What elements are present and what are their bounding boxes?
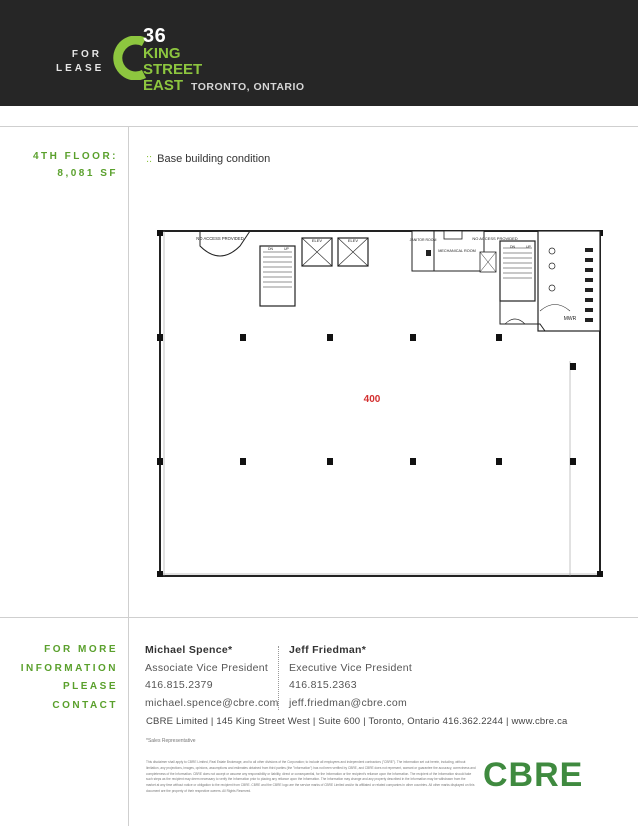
more-info-line4: CONTACT — [52, 699, 118, 711]
contact-card-1 — [145, 642, 279, 712]
floor-plan — [150, 226, 610, 581]
contact-name: Michael Spence* — [145, 644, 233, 656]
contact-phone[interactable]: 416.815.2363 — [289, 679, 357, 691]
contact-email[interactable]: jeff.friedman@cbre.com — [289, 696, 408, 709]
label-up-left: UP — [284, 247, 289, 251]
divider-vertical — [128, 127, 129, 617]
floor-title-line1: 4TH FLOOR: — [33, 151, 118, 162]
suite-label: 400 — [363, 394, 381, 405]
legal-disclaimer: This disclaimer shall apply to CBRE Limited, Real Estate Brokerage, and to all other divisions of the Corporation; to include all employees and independent contractors ("CBRE"). The information set out herein, including, without limitation, any projections, images, opinions, assumptions and estimates obtained from third parties (the "Information") has not been verified by CBRE, and CBRE does not represent, warrant or guarantee the accuracy, correctness and completeness of the Information. CBRE does not accept or assume any responsibility or liability, direct or consequential, for the Information or the recipient's reliance upon the Information. The recipient of the Information should take such steps as the recipient may deem necessary to verify the Information prior to placing any reliance upon the Information. The Information may change and any property described in the Information may be withdrawn from the market at any time without notice or obligation to the recipient from CBRE. CBRE and the CBRE logo are the service marks of CBRE Limited and/or its affiliated or related companies in other countries. All other marks displayed on this document are the property of their respective owners. All Rights Reserved. — [146, 760, 476, 793]
contact-email[interactable]: michael.spence@cbre.com — [145, 696, 279, 709]
street-line3: EAST — [143, 77, 184, 94]
more-info-line2: INFORMATION — [20, 662, 118, 674]
label-dn-left: DN — [268, 247, 274, 251]
more-info-line1: FOR MORE — [44, 644, 118, 655]
sales-rep-note: *Sales Representative — [146, 738, 196, 744]
condition-text: Base building condition — [157, 153, 271, 165]
contact-card-2 — [289, 642, 412, 712]
label-elev-1: ELEV — [311, 238, 323, 243]
floor-title — [20, 148, 118, 182]
floor-area: 8,081 SF — [57, 168, 118, 179]
label-dn-right: DN — [510, 245, 516, 249]
property-number: 36 — [143, 25, 167, 47]
for-lease-line2: LEASE — [56, 63, 105, 74]
contact-name: Jeff Friedman* — [289, 644, 367, 656]
city-label: TORONTO, ONTARIO — [191, 81, 305, 93]
street-line2: STREET — [143, 61, 203, 78]
office-address: CBRE Limited | 145 King Street West | Suite 600 | Toronto, Ontario 416.362.2244 | www.cbre.ca — [146, 716, 568, 727]
label-no-access-right: NO ACCESS PROVIDED — [472, 236, 518, 241]
divider-bottom — [0, 617, 638, 618]
condition-note — [146, 153, 270, 165]
contact-divider — [278, 646, 279, 710]
contact-phone[interactable]: 416.815.2379 — [145, 679, 213, 691]
for-lease-label — [56, 48, 105, 76]
for-lease-line1: FOR — [71, 49, 102, 60]
property-title — [143, 26, 305, 94]
label-up-right: UP — [526, 245, 531, 249]
label-mechanical: MECHANICAL ROOM — [438, 249, 476, 253]
divider-vertical-bottom — [128, 618, 129, 826]
label-no-access-left: NO ACCESS PROVIDED — [196, 236, 244, 241]
header-band — [0, 0, 638, 106]
bullet-icon: :: — [146, 153, 153, 165]
contact-role: Executive Vice President — [289, 661, 413, 674]
label-elev-2: ELEV — [347, 238, 359, 243]
label-mwr: MWR — [563, 316, 577, 322]
contact-role: Associate Vice President — [145, 661, 269, 674]
more-info-label — [20, 641, 118, 715]
divider-top — [0, 126, 638, 127]
street-line1: KING — [143, 45, 181, 62]
cbre-logo: CBRE — [483, 756, 584, 794]
more-info-line3: PLEASE — [62, 681, 118, 692]
label-janitor: JANITOR ROOM — [409, 238, 437, 242]
